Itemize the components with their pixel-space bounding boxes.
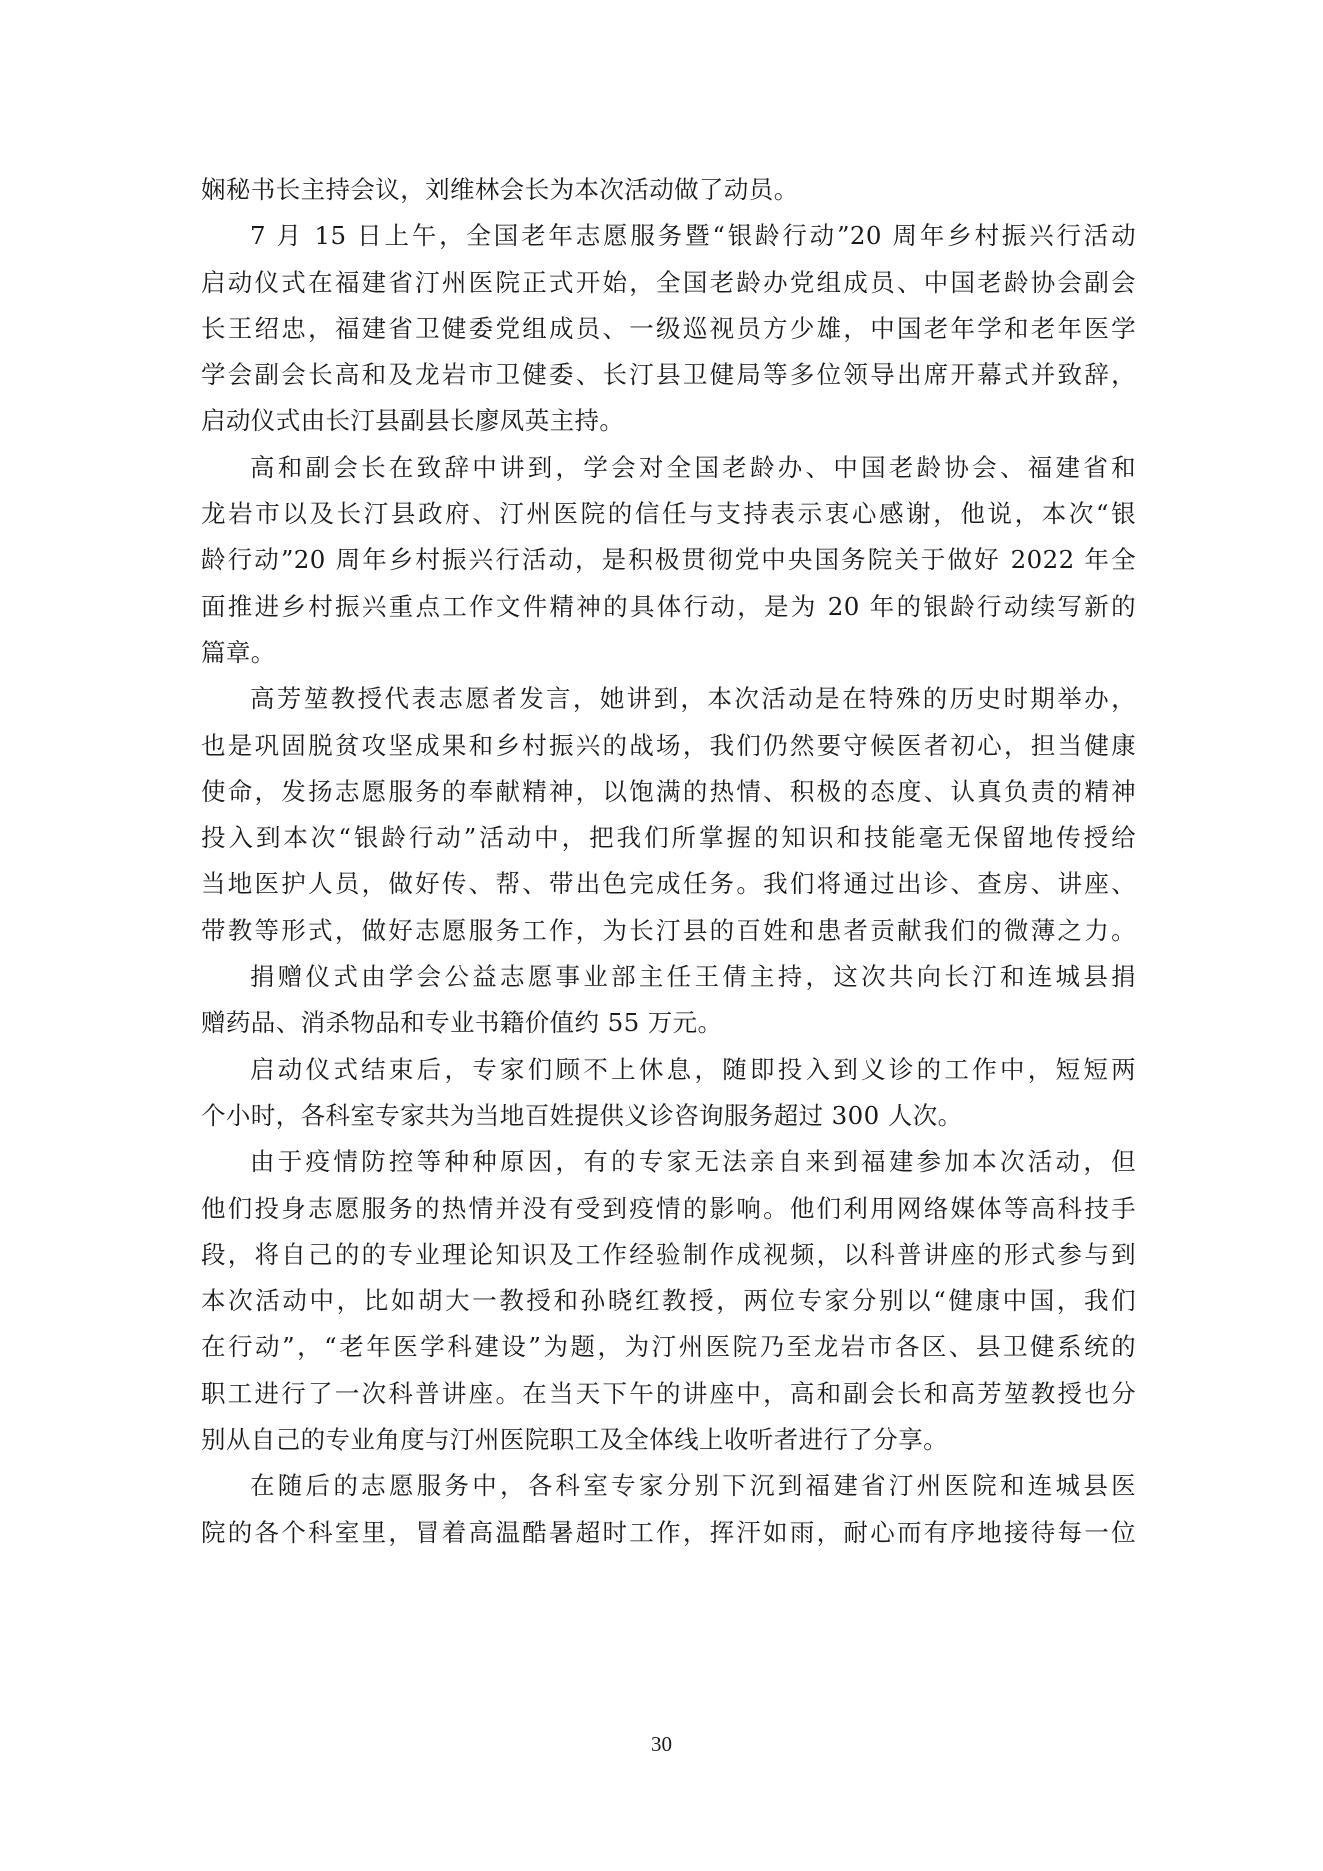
text-line: 长王绍忠，福建省卫健委党组成员、一级巡视员方少雄，中国老年学和老年医学	[201, 313, 1136, 343]
text-line: 个小时，各科室专家共为当地百姓提供义诊咨询服务超过 300 人次。	[201, 1100, 963, 1130]
body-text	[201, 167, 1136, 1556]
text-line: 面推进乡村振兴重点工作文件精神的具体行动，是为 20 年的银龄行动续写新的	[201, 591, 1136, 621]
text-line: 本次活动中，比如胡大一教授和孙晓红教授，两位专家分别以“健康中国，我们	[201, 1286, 1136, 1316]
text-line: 启动仪式在福建省汀州医院正式开始，全国老龄办党组成员、中国老龄协会副会	[201, 267, 1136, 297]
text-line: 启动仪式结束后，专家们顾不上休息，随即投入到义诊的工作中，短短两	[250, 1054, 1136, 1084]
text-line: 娴秘书长主持会议，刘维林会长为本次活动做了动员。	[201, 175, 799, 204]
text-line: 段，将自己的的专业理论知识及工作经验制作成视频，以科普讲座的形式参与到	[201, 1239, 1136, 1269]
text-line: 7 月 15 日上午，全国老年志愿服务暨“银龄行动”20 周年乡村振兴行活动	[250, 221, 1136, 251]
text-line: 龄行动”20 周年乡村振兴行活动，是积极贯彻党中央国务院关于做好 2022 年全	[201, 545, 1136, 575]
text-line: 赠药品、消杀物品和专业书籍价值约 55 万元。	[201, 1008, 723, 1038]
text-line: 别从自己的专业角度与汀州医院职工及全体线上收听者进行了分享。	[201, 1425, 948, 1455]
text-line: 高和副会长在致辞中讲到，学会对全国老龄办、中国老龄协会、福建省和	[250, 452, 1136, 482]
text-line: 学会副会长高和及龙岩市卫健委、长汀县卫健局等多位领导出席开幕式并致辞，	[201, 360, 1136, 390]
text-line: 捐赠仪式由学会公益志愿事业部主任王倩主持，这次共向长汀和连城县捐	[250, 962, 1136, 992]
page-number: 30	[651, 1732, 672, 1756]
text-line: 投入到本次“银龄行动”活动中，把我们所掌握的知识和技能毫无保留地传授给	[201, 823, 1136, 853]
text-line: 也是巩固脱贫攻坚成果和乡村振兴的战场，我们仍然要守候医者初心，担当健康	[201, 730, 1136, 760]
text-line: 由于疫情防控等种种原因，有的专家无法亲自来到福建参加本次活动，但	[250, 1147, 1136, 1177]
text-line: 当地医护人员，做好传、帮、带出色完成任务。我们将通过出诊、查房、讲座、	[201, 869, 1136, 899]
text-line: 高芳堃教授代表志愿者发言，她讲到，本次活动是在特殊的历史时期举办，	[250, 684, 1136, 714]
text-line: 篇章。	[201, 637, 276, 667]
text-line: 职工进行了一次科普讲座。在当天下午的讲座中，高和副会长和高芳堃教授也分	[201, 1378, 1136, 1408]
text-line: 他们投身志愿服务的热情并没有受到疫情的影响。他们利用网络媒体等高科技手	[201, 1193, 1136, 1223]
text-line: 带教等形式，做好志愿服务工作，为长汀县的百姓和患者贡献我们的微薄之力。	[201, 915, 1136, 945]
text-line: 院的各个科室里，冒着高温酷暑超时工作，挥汗如雨，耐心而有序地接待每一位	[201, 1517, 1136, 1547]
text-line: 使命，发扬志愿服务的奉献精神，以饱满的热情、积极的态度、认真负责的精神	[201, 776, 1136, 806]
text-line: 在随后的志愿服务中，各科室专家分别下沉到福建省汀州医院和连城县医	[250, 1471, 1136, 1501]
text-line: 龙岩市以及长汀县政府、汀州医院的信任与支持表示衷心感谢，他说，本次“银	[201, 499, 1136, 529]
text-line: 启动仪式由长汀县副县长廖凤英主持。	[201, 406, 625, 436]
text-line: 在行动”，“老年医学科建设”为题，为汀州医院乃至龙岩市各区、县卫健系统的	[201, 1332, 1136, 1362]
